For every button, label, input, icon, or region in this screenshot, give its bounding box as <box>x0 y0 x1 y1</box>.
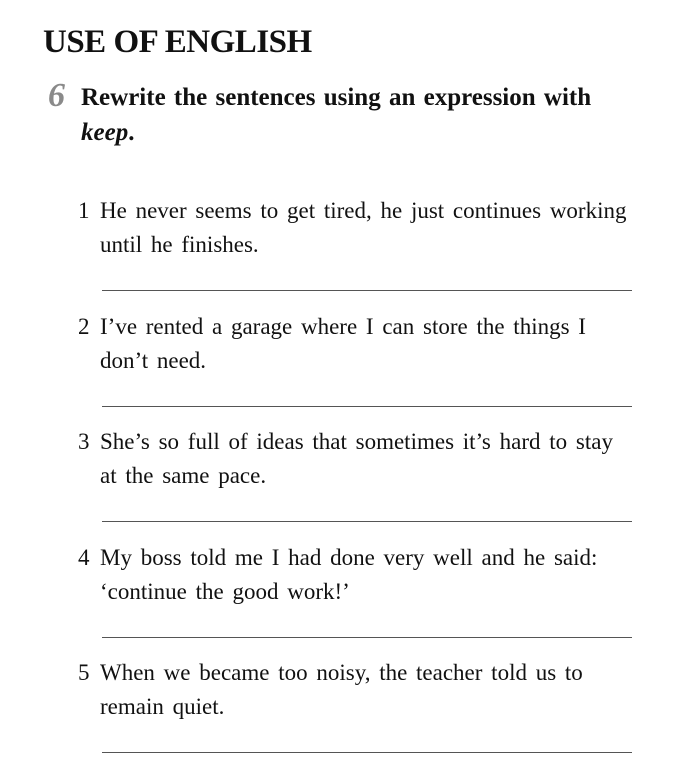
answer-line-1[interactable] <box>102 290 632 291</box>
exercise-item-4 <box>78 541 634 657</box>
exercise-item-5 <box>78 656 634 772</box>
exercise-number: 6 <box>48 77 65 114</box>
answer-line-2[interactable] <box>102 406 632 407</box>
item-number: 1 <box>78 198 90 223</box>
item-sentence: When we became too noisy, the teacher told us to remain quiet. <box>100 660 583 719</box>
item-number: 2 <box>78 313 90 339</box>
answer-line-5[interactable] <box>102 752 632 753</box>
answer-line-3[interactable] <box>102 521 632 522</box>
item-sentence: I’ve rented a garage where I can store the things I don’t need. <box>100 313 586 373</box>
instruction-keyword: keep <box>81 119 129 146</box>
item-sentence: She’s so full of ideas that sometimes it’s hard to stay at the same pace. <box>100 429 613 488</box>
item-number: 3 <box>78 429 90 454</box>
exercise-items <box>78 194 634 772</box>
section-title: USE OF ENGLISH <box>43 24 312 60</box>
exercise-instruction <box>81 80 621 150</box>
answer-line-4[interactable] <box>102 637 632 638</box>
item-sentence: My boss told me I had done very well and he said: ‘continue the good work!’ <box>100 544 598 604</box>
item-number: 5 <box>78 660 90 685</box>
item-number: 4 <box>78 544 90 570</box>
instruction-period: . <box>128 119 135 146</box>
exercise-item-3 <box>78 425 634 541</box>
exercise-item-1 <box>78 194 634 310</box>
item-sentence: He never seems to get tired, he just continues working until he finishes. <box>100 198 627 257</box>
exercise-item-2 <box>78 310 634 426</box>
instruction-text: Rewrite the sentences using an expression with <box>81 84 592 111</box>
